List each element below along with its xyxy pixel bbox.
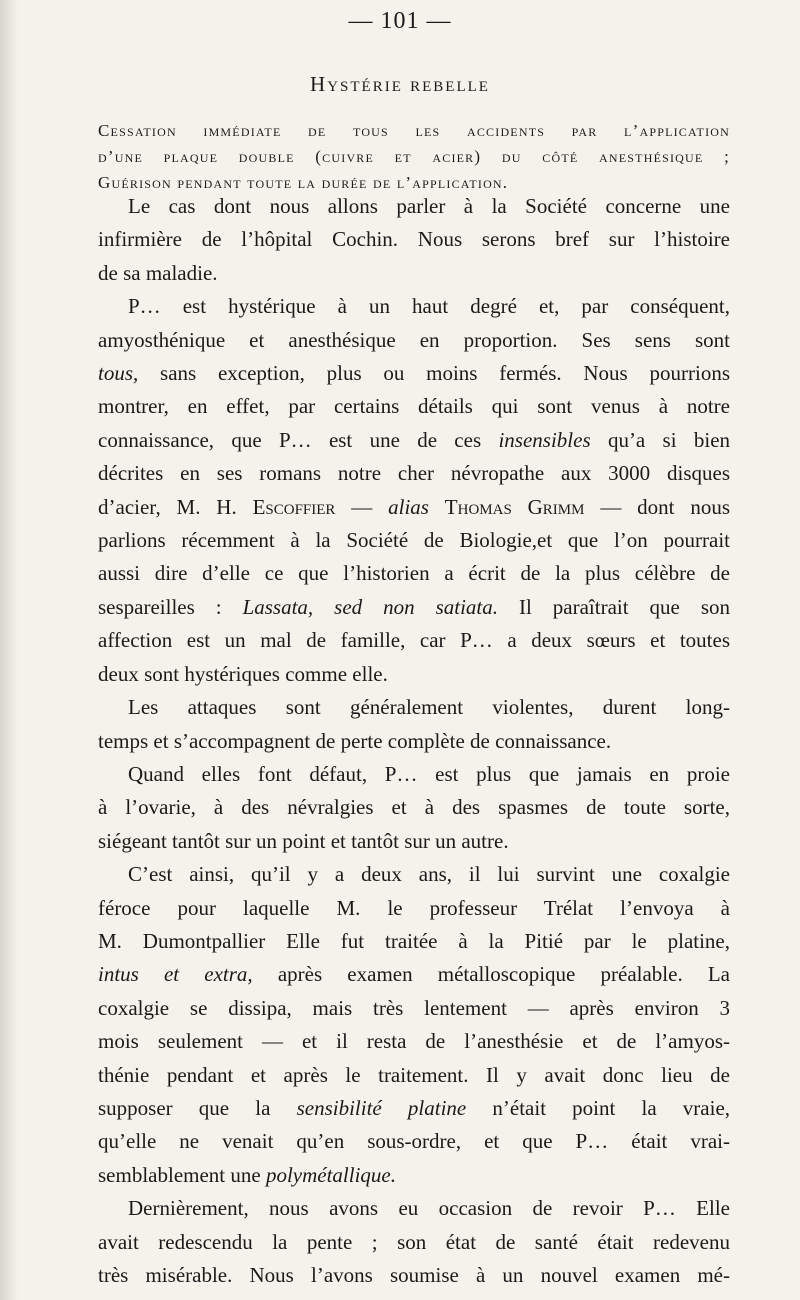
body-text (98, 190, 730, 1292)
text-segment: Il paraîtrait que son (518, 594, 730, 619)
text-line: Dernièrement, nous avons eu occasion de revoir P… Elle (128, 1196, 730, 1221)
text-segment: supposer que la (98, 1095, 271, 1120)
page-gutter-shadow (0, 0, 18, 1300)
text-segment: — dont nous (600, 494, 730, 519)
text-line: Le cas dont nous allons parler à la Société concerne une (128, 194, 730, 218)
text-line: mois seulement — et il resta de l’anesthésie et de l’amyos- (98, 1029, 730, 1054)
text-segment: qu’a si bien (607, 427, 730, 452)
text-line (98, 958, 730, 991)
text-line: avait redescendu la pente ; son état de santé était redevenu (98, 1229, 730, 1254)
text-line: Quand elles font défaut, P… est plus que jamais en proie (128, 761, 730, 786)
text-line: de sa maladie. (98, 260, 218, 285)
text-segment: après examen métalloscopique préalable. La (277, 962, 730, 987)
chapter-title: Hystérie rebelle (310, 72, 490, 96)
text-line: thénie pendant et après le traitement. Il y avait donc lieu de (98, 1062, 730, 1087)
text-line: à l’ovarie, à des névralgies et à des spasmes de toute sorte, (98, 795, 730, 820)
chapter-subtitle (98, 118, 730, 196)
emphasis-text: tous, (98, 361, 139, 386)
latin-quote: Lassata, sed non satiata. (242, 594, 499, 619)
text-line: féroce pour laquelle M. le professeur Trélat l’envoya à (98, 895, 730, 920)
text-segment: sespareilles : (98, 594, 222, 619)
text-line: très misérable. Nous l’avons soumise à un nouvel examen mé- (98, 1263, 730, 1287)
text-line: P… est hystérique à un haut degré et, par conséquent, (128, 294, 730, 319)
text-line (98, 1092, 730, 1125)
text-segment: connaissance, que P… est une de ces (98, 427, 482, 452)
text-line: décrites en ses romans notre cher névropathe aux 3000 disques (98, 461, 730, 486)
page-number: — 101 — (348, 8, 452, 34)
pseudonym: Thomas Grimm (444, 494, 585, 519)
text-line: montrer, en effet, par certains détails qui sont venus à notre (98, 394, 730, 419)
text-line: amyosthénique et anesthésique en proportion. Ses sens sont (98, 327, 730, 352)
text-line (98, 357, 730, 390)
text-line (98, 1159, 730, 1192)
text-line: C’est ainsi, qu’il y a deux ans, il lui survint une coxalgie (128, 862, 730, 887)
text-line: qu’elle ne venait qu’en sous-ordre, et que P… était vrai- (98, 1129, 730, 1154)
emphasis-text: polymétallique. (265, 1162, 397, 1187)
text-line: siégeant tantôt sur un point et tantôt sur un autre. (98, 828, 509, 853)
emphasis-text: sensibilité platine (296, 1095, 467, 1120)
subtitle-line: Guérison pendant toute la durée de l’application. (98, 173, 509, 192)
text-line (98, 491, 730, 524)
text-line: aussi dire d’elle ce que l’historien a écrit de la plus célèbre de (98, 561, 730, 586)
text-line: infirmière de l’hôpital Cochin. Nous serons bref sur l’histoire (98, 227, 730, 252)
text-segment: n’était point la vraie, (492, 1095, 730, 1120)
text-line: parlions récemment à la Société de Biologie,et que l’on pourrait (98, 528, 730, 553)
text-line: M. Dumontpallier Elle fut traitée à la Pitié par le platine, (98, 928, 730, 953)
subtitle-line: d’une plaque double (cuivre et acier) du côté anesthésique ; (98, 147, 730, 166)
text-line: temps et s’accompagnent de perte complète de connaissance. (98, 728, 612, 753)
text-line (98, 591, 730, 624)
emphasis-text: alias (388, 494, 429, 519)
text-segment: — (351, 494, 373, 519)
text-segment: sans exception, plus ou moins fermés. Nous pourrions (160, 361, 730, 386)
text-segment: d’acier, M. H. (98, 494, 237, 519)
emphasis-text: insensibles (498, 427, 591, 452)
text-line: affection est un mal de famille, car P… a deux sœurs et toutes (98, 628, 730, 653)
text-line: coxalgie se dissipa, mais très lentement — après environ 3 (98, 995, 730, 1020)
subtitle-line: Cessation immédiate de tous les accidents par l’application (98, 121, 730, 140)
author-name: Escoffier (252, 494, 336, 519)
text-line: Les attaques sont généralement violentes, durent long- (128, 695, 730, 720)
text-line (98, 424, 730, 457)
text-line: deux sont hystériques comme elle. (98, 661, 388, 686)
text-segment: semblablement une (98, 1162, 261, 1187)
latin-phrase: intus et extra, (98, 962, 253, 987)
